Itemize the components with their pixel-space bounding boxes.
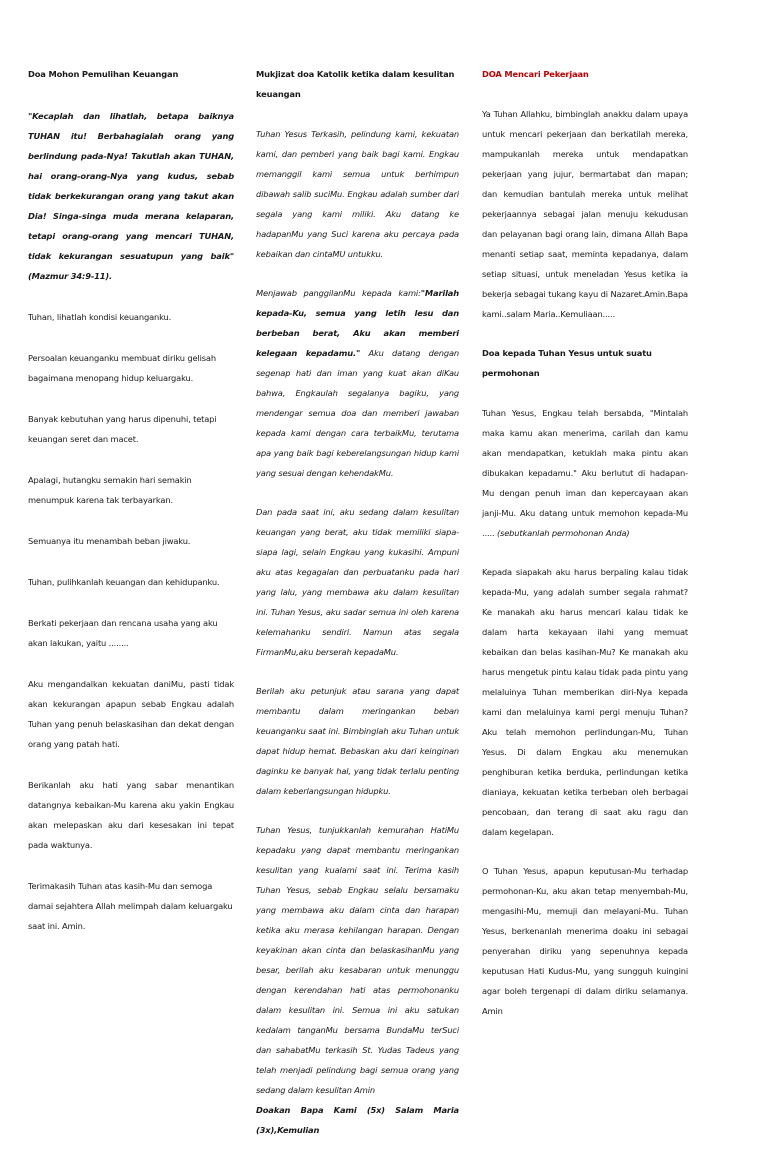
paragraph: O Tuhan Yesus, apapun keputusan-Mu terhadap permohonan-Ku, aku akan tetap menyembah-Mu, mengasihi-Mu, memuji dan melayani-Mu. Tuhan Yesus, berkenanlah menerima doaku ini sebagai penyerahan diriku yang sepenuhnya kepada keputusan Hati Kudus-Mu, yang sungguh kuingini agar boleh tergenapi di dalam diriku selamanya. Amin [482,866,688,1016]
paragraph: Berilah aku petunjuk atau sarana yang dapat membantu dalam meringankan beban keuanganku saat ini. Bimbinglah aku Tuhan untuk dapat hidup hemat. Bebaskan aku dari keinginan daginku ke banyak hal, yang tidak terlalu penting dalam keberlangsungan hidupku. [256,686,459,796]
paragraph: Ya Tuhan Allahku, bimbinglah anakku dalam upaya untuk mencari pekerjaan dan berkatilah mereka, mampukanlah mereka untuk mendapatkan pekerjaan yang jujur, bermartabat dan mapan; dan kemudian bantulah mereka untuk melihat pekerjaannya sebagai jalan menuju kekudusan dan pelayanan bagi orang lain, dimana Allah Bapa menanti setiap saat, meminta kepadanya, dalam setiap situasi, untuk meneladan Yesus ketika ia bekerja sebagai tukang kayu di Nazaret.Amin.Bapa kami..salam Maria..Kemuliaan..... [482,109,688,319]
scripture-quote: "Marilah kepada-Ku, semua yang letih lesu dan berbeban berat, Aku akan memberi kelegaan kepadamu." [256,288,459,358]
paragraph: Kepada siapakah aku harus berpaling kalau tidak kepada-Mu, yang adalah sumber segala rahmat? Ke manakah aku harus mencari kalau tidak ke dalam harta kekayaan ilahi yang memuat kebaikan dan belas kasihan-Mu? Ke manakah aku harus mengetuk pintu kalau tidak pada pintu yang melaluinya Tuhan memberikan diri-Nya kepada kami dan melaluinya kami pergi menuju Tuhan? Aku telah memohon perlindungan-Mu, Tuhan Yesus. Di dalam Engkau aku menemukan penghiburan ketika berduka, perlindungan ketika dianiaya, kekuatan ketika terbeban oleh berbagai pencobaan, dan terang di saat aku ragu dan dalam kegelapan. [482,567,688,837]
paragraph: Banyak kebutuhan yang harus dipenuhi, tetapi keuangan seret dan macet. [28,414,217,444]
paragraph: Aku mengandalkan kekuatan daniMu, pasti tidak akan kekurangan apapun sebab Engkau adalah Tuhan yang penuh belaskasihan dan dekat dengan orang yang patah hati. [28,679,234,749]
paragraph: Terimakasih Tuhan atas kasih-Mu dan semoga damai sejahtera Allah melimpah dalam keluargaku saat ini. Amin. [28,881,233,931]
paragraph-rest: Aku datang dengan segenap hati dan iman yang kuat akan diKau bahwa, Engkaulah segalanya bagiku, yang mendengar semua doa dan memberi jawaban kepada kami dengan cara terbaikMu, terutama apa yang baik bagi keberelangsungan hidup kami yang sesuai dengan kehendakMu. [256,348,460,478]
paragraph: Tuhan Yesus, tunjukkanlah kemurahan HatiMu kepadaku yang dapat membantu meringankan kesulitan yang kualami saat ini. Terima kasih Tuhan Yesus, sebab Engkau selalu bersamaku yang membawa aku dalam cinta dan harapan ketika aku merasa kehilangan harapan. Dengan keyakinan akan cinta dan belaskasihanMu yang besar, berilah aku kesabaran untuk menunggu dengan kerendahan hati atas permohonanku dalam kesulitan ini. Semua ini aku satukan kedalam tanganMu bersama BundaMu terSuci dan sahabatMu terkasih St. Yudas Tadeus yang telah menjadi pelindung bagi semua orang yang sedang dalam kesulitan Amin [256,825,459,1095]
heading-doa-mohon-pemulihan: Doa Mohon Pemulihan Keuangan [28,69,179,79]
heading-doa-mencari-pekerjaan: DOA Mencari Pekerjaan [482,69,589,79]
paragraph: Persoalan keuanganku membuat diriku gelisah bagaimana menopang hidup keluargaku. [28,353,216,383]
paragraph: Tuhan, pulihkanlah keuangan dan kehidupanku. [28,577,220,587]
heading-mukjizat-doa: Mukjizat doa Katolik ketika dalam kesulitan keuangan [256,69,455,99]
paragraph-text: Tuhan Yesus, Engkau telah bersabda, "Mintalah maka kamu akan menerima, carilah dan kamu akan mendapatkan, ketuklah maka pintu akan dibukakan kepadamu." Aku berlutut di hadapan-Mu dengan penuh iman dan kepercayaan akan janji-Mu. Aku datang untuk memohon kepada-Mu ..... [482,408,688,538]
paragraph: Berikanlah aku hati yang sabar menantikan datangnya kebaikan-Mu karena aku yakin Engkau akan melepaskan aku dari kesesakan ini tepat pada waktunya. [28,780,234,850]
column-mukjizat-doa [256,64,459,1159]
column-pemulihan-keuangan [28,64,234,957]
paragraph: Apalagi, hutangku semakin hari semakin menumpuk karena tak terbayarkan. [28,475,192,505]
paragraph: Tuhan Yesus Terkasih, pelindung kami, kekuatan kami, dan pemberi yang baik bagi kami. Engkau memanggil kami semua untuk berhimpun dibawah salib suciMu. Engkau adalah sumber dari segala yang kami miliki. Aku datang ke hadapanMu yang Suci karena aku percaya pada kebaikan dan cintaMU untukku. [256,129,459,259]
column-mencari-pekerjaan [482,64,688,1040]
paragraph-menjawab [256,283,459,483]
paragraph-permohonan [482,403,688,543]
paragraph-lead: Menjawab panggilanMu kepada kami: [256,288,421,298]
heading-doa-permohonan: Doa kepada Tuhan Yesus untuk suatu permohonan [482,348,652,378]
paragraph-instruction: (sebutkanlah permohonan Anda) [496,528,630,538]
closing-prayers: Doakan Bapa Kami (5x) Salam Maria (3x),Kemulian [256,1105,459,1135]
paragraph: Dan pada saat ini, aku sedang dalam kesulitan keuangan yang berat, aku tidak memiliki siapa-siapa lagi, selain Engkau yang kukasihi. Ampuni aku atas kegagalan dan perbuatanku pada hari yang lalu, yang membawa aku dalam kesulitan ini. Tuhan Yesus, aku sadar semua ini oleh karena kelemahanku sendiri. Namun atas segala FirmanMu,aku berserah kepadaMu. [256,507,459,657]
paragraph: Semuanya itu menambah beban jiwaku. [28,536,191,546]
paragraph: Tuhan, lihatlah kondisi keuanganku. [28,312,172,322]
paragraph: Berkati pekerjaan dan rencana usaha yang aku akan lakukan, yaitu ........ [28,618,218,648]
psalm-quote: "Kecaplah dan lihatlah, betapa baiknya TUHAN itu! Berbahagialah orang yang berlindung pada-Nya! Takutlah akan TUHAN, hai orang-orang-Nya yang kudus, sebab tidak berkekurangan orang yang takut akan Dia! Singa-singa muda merana kelaparan, tetapi orang-orang yang mencari TUHAN, tidak kekurangan sesuatupun yang baik" (Mazmur 34:9-11). [28,111,234,281]
